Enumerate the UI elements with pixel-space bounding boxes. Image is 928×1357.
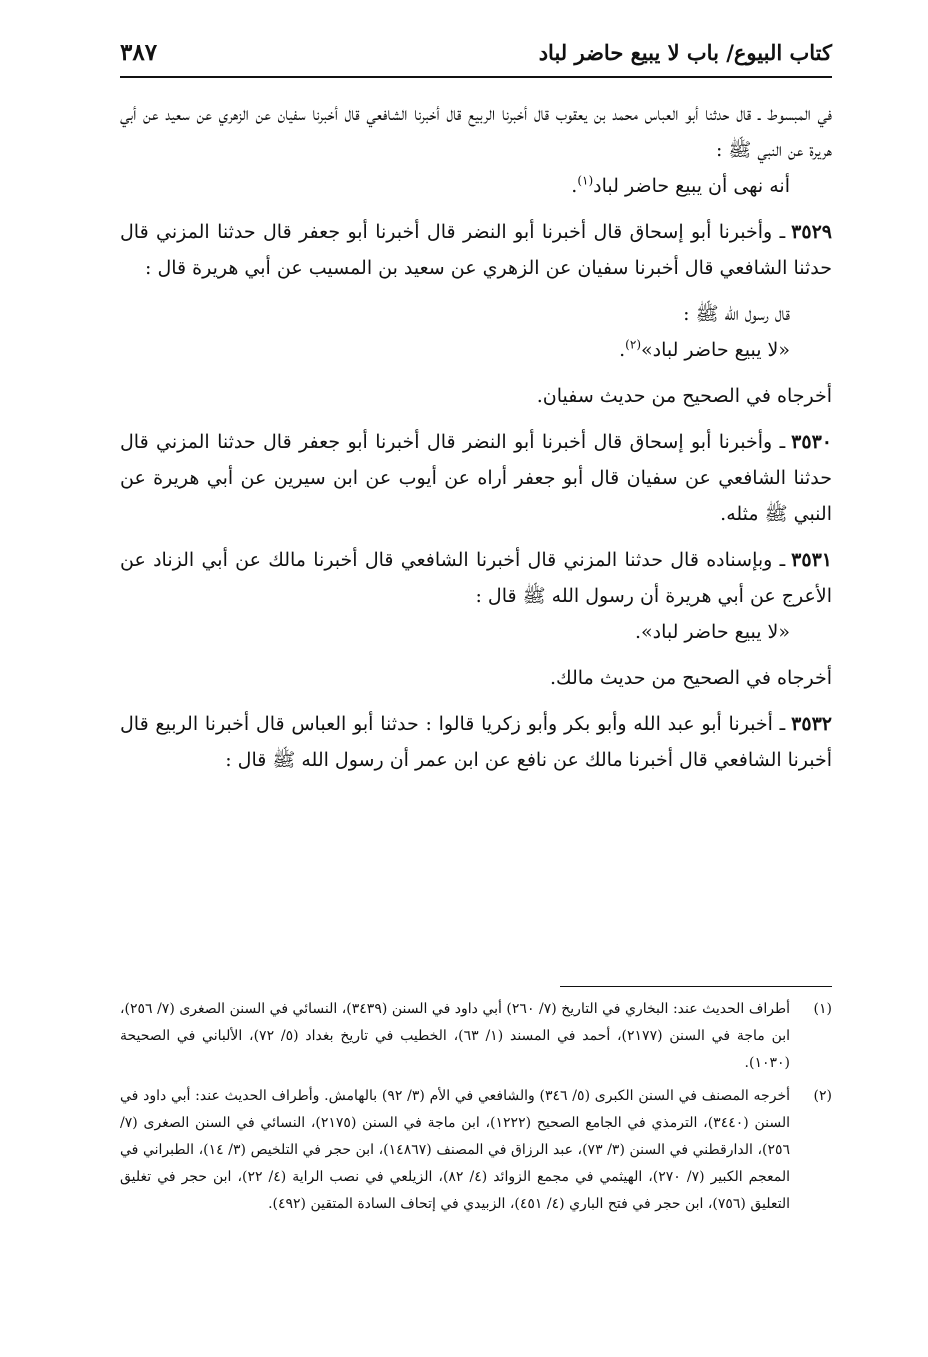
- footnote-rule: [560, 986, 832, 987]
- paragraph-intro-text: في المبسوط ـ قال حدثنا أبو العباس محمد بن يعقوب قال أخبرنا الربيع قال أخبرنا الشافعي قال أخبرنا سفيان عن الزهري عن سعيد عن أبي هريرة عن النبي ﷺ :: [120, 103, 832, 161]
- paragraph-intro: [120, 96, 832, 168]
- header-rule: [120, 76, 832, 78]
- running-title: كتاب البيوع/ باب لا يبيع حاضر لباد: [538, 39, 832, 65]
- hadith-quote-2b-end: .: [619, 339, 626, 361]
- hadith-number-3530: ٣٥٣٠: [791, 431, 832, 453]
- footnote-ref-1: (١): [577, 173, 594, 188]
- hadith-number-3531: ٣٥٣١: [791, 549, 832, 571]
- footnotes: [120, 996, 832, 1224]
- footnote-ref-2: (٢): [625, 337, 641, 352]
- takhrij-2: [120, 660, 832, 696]
- hadith-quote-2b: [120, 332, 790, 368]
- hadith-3529-text: ـ وأخبرنا أبو إسحاق قال أخبرنا أبو النضر قال أخبرنا أبو جعفر قال حدثنا المزني قال حدثنا الشافعي قال أخبرنا سفيان عن الزهري عن سعيد بن المسيب عن أبي هريرة قال :: [120, 221, 832, 279]
- hadith-quote-2a-text: قال رسول الله ﷺ :: [683, 303, 790, 325]
- footnote-2-text: أخرجه المصنف في السنن الكبرى (٥/ ٣٤٦) والشافعي في الأم (٣/ ٩٢) بالهامش. وأطراف الحديث عند: أبي داود في السنن (٣٤٤٠)، الترمذي في الجامع الصحيح (١٢٢٢)، ابن ماجة في السنن (٢١٧٥)، النسائي في السنن الصغرى (٧/ ٢٥٦)، الدارقطني في السنن (٣/ ٧٣)، عبد الرزاق في المصنف (١٤٨٦٧)، ابن حجر في التلخيص (٣/ ١٤)، الطبراني في المعجم الكبير (٧/ ٢٧٠)، الهيثمي في مجمع الزوائد (٤/ ٨٢)، الزيلعي في نصب الراية (٤/ ٢٢)، ابن حجر في تغليق التعليق (٧٥٦)، ابن حجر في فتح الباري (٤/ ٤٥١)، الزبيدي في إتحاف السادة المتقين (٤٩٢).: [120, 1088, 791, 1212]
- hadith-3530-text: ـ وأخبرنا أبو إسحاق قال أخبرنا أبو النضر قال أخبرنا أبو جعفر قال حدثنا المزني قال حدثنا الشافعي عن سفيان قال أبو جعفر أراه عن أيوب عن ابن سيرين عن أبي هريرة عن النبي ﷺ مثله.: [120, 431, 832, 525]
- hadith-3532: [120, 706, 832, 778]
- takhrij-1: [120, 378, 832, 414]
- footnote-1-text: أطراف الحديث عند: البخاري في التاريخ (٧/ ٢٦٠) أبي داود في السنن (٣٤٣٩)، النسائي في السنن الصغرى (٧/ ٢٥٦)، ابن ماجة في السنن (٢١٧٧)، أحمد في المسند (١/ ٦٣)، الخطيب في تاريخ بغداد (٥/ ٧٢)، الألباني في الصحيحة (١٠٣٠).: [120, 1001, 791, 1071]
- hadith-number-3532: ٣٥٣٢: [791, 713, 832, 735]
- hadith-3529: [120, 214, 832, 286]
- hadith-quote-3-text: «لا يبيع حاضر لباد».: [634, 621, 790, 643]
- takhrij-2-text: أخرجاه في الصحيح من حديث مالك.: [549, 667, 832, 689]
- takhrij-1-text: أخرجاه في الصحيح من حديث سفيان.: [536, 385, 832, 407]
- hadith-quote-1-text: أنه نهى أن يبيع حاضر لباد: [593, 175, 790, 197]
- footnote-1: [120, 996, 832, 1077]
- hadith-number-3529: ٣٥٢٩: [791, 221, 832, 243]
- main-text: [120, 96, 832, 778]
- hadith-3531: [120, 542, 832, 614]
- hadith-quote-2a: [120, 296, 790, 332]
- hadith-quote-1: [120, 168, 790, 204]
- page-header: [120, 32, 832, 72]
- footnote-1-label: (١): [813, 1001, 832, 1017]
- hadith-3531-text: ـ وبإسناده قال حدثنا المزني قال أخبرنا الشافعي قال أخبرنا مالك عن أبي الزناد عن الأعرج عن أبي هريرة أن رسول الله ﷺ قال :: [120, 549, 832, 607]
- page-number: ٣٨٧: [120, 38, 158, 66]
- hadith-quote-3: [120, 614, 790, 650]
- hadith-quote-2b-text: «لا يبيع حاضر لباد»: [641, 339, 790, 361]
- hadith-3530: [120, 424, 832, 532]
- hadith-3532-text: ـ أخبرنا أبو عبد الله وأبو بكر وأبو زكريا قالوا : حدثنا أبو العباس قال أخبرنا الربيع قال أخبرنا الشافعي قال أخبرنا مالك عن نافع عن ابن عمر أن رسول الله ﷺ قال :: [120, 713, 832, 771]
- hadith-quote-1-end: .: [571, 175, 578, 197]
- footnote-2: [120, 1083, 832, 1218]
- footnote-2-label: (٢): [813, 1088, 832, 1104]
